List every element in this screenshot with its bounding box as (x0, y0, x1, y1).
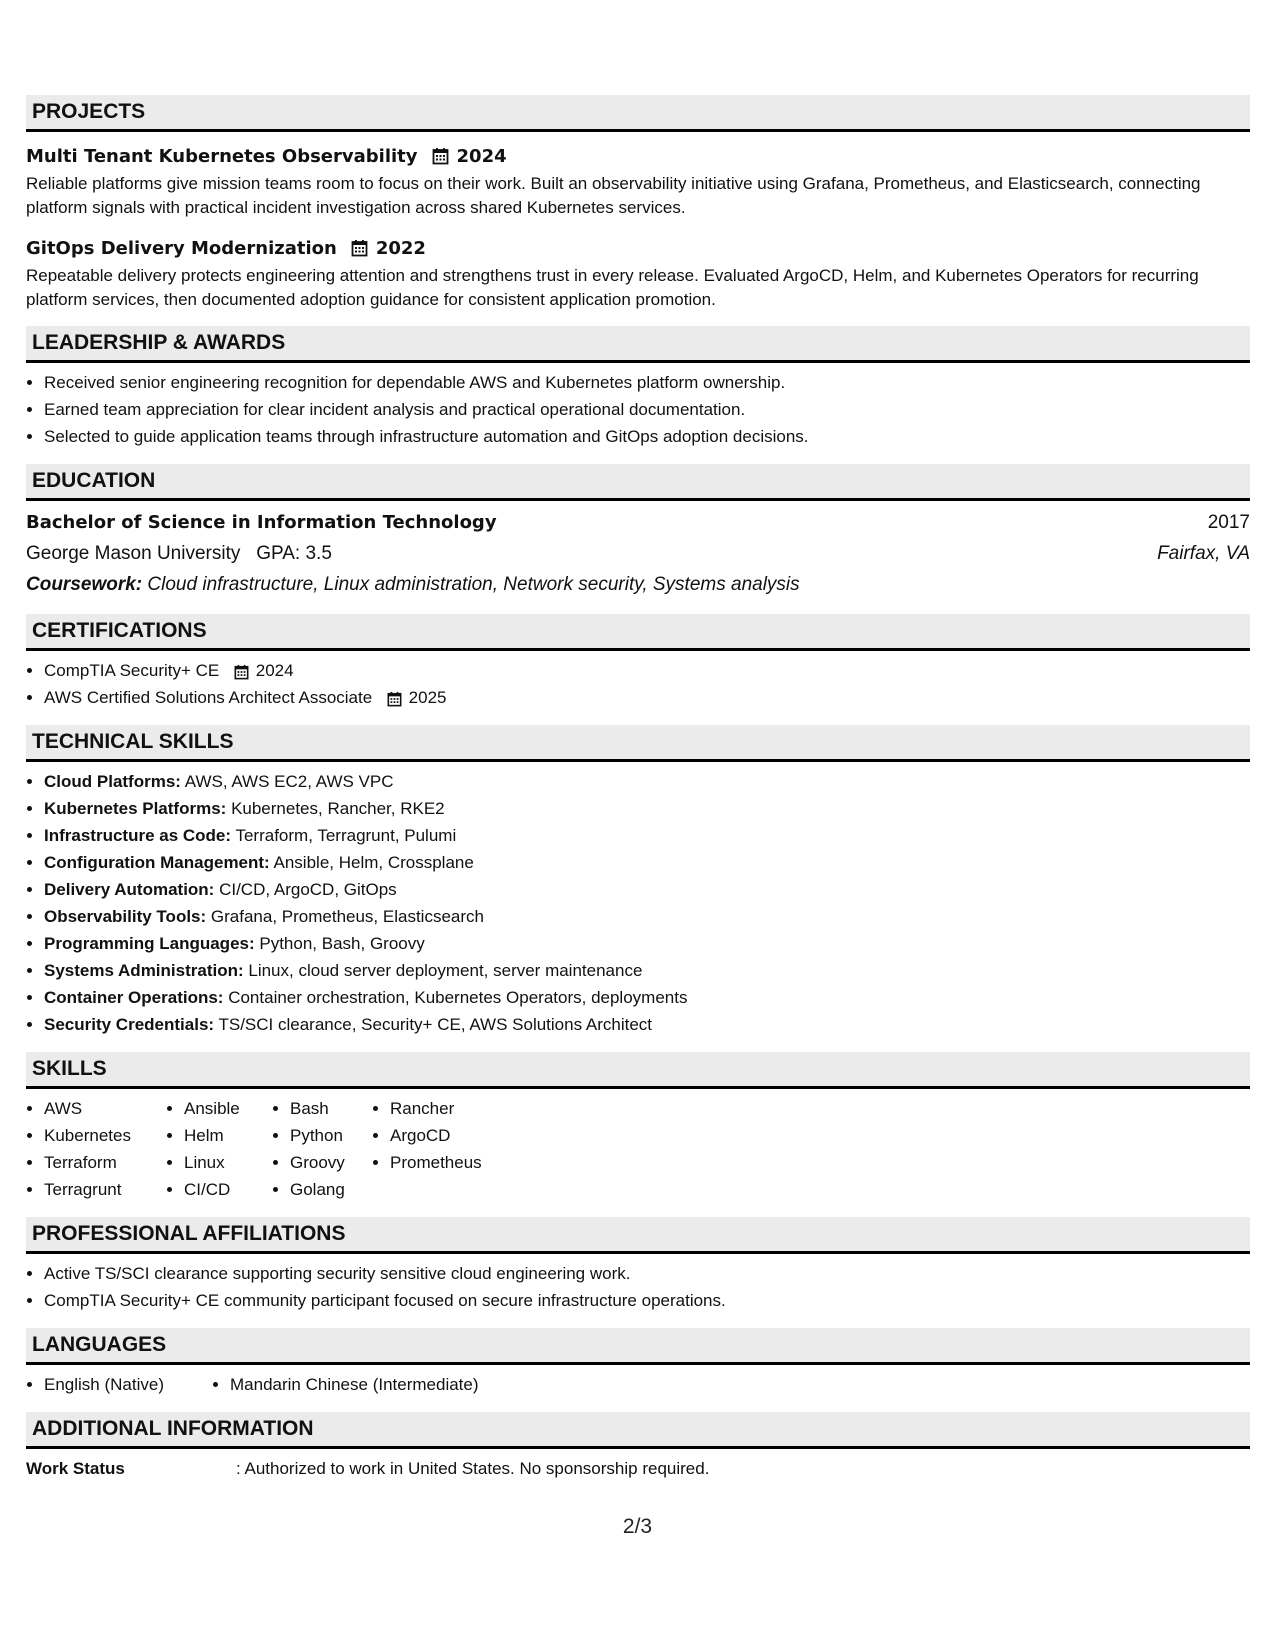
skill-value: AWS, AWS EC2, AWS VPC (184, 772, 394, 791)
calendar-icon (387, 691, 402, 707)
work-status-value: : Authorized to work in United States. No sponsorship required. (236, 1459, 710, 1478)
skill-value: Grafana, Prometheus, Elasticsearch (210, 907, 484, 926)
skill-row (44, 903, 1250, 930)
skill-item: • CI/CD (184, 1176, 272, 1203)
project-title: Multi Tenant Kubernetes Observability (26, 145, 418, 167)
skill-item: • ArgoCD (390, 1122, 520, 1149)
skill-item: • Helm (184, 1122, 272, 1149)
skill-label: Cloud Platforms: (44, 772, 181, 791)
additional-info-heading: ADDITIONAL INFORMATION (26, 1412, 1250, 1449)
language-item: • English (Native) (44, 1371, 212, 1398)
leadership-heading: LEADERSHIP & AWARDS (26, 326, 1250, 363)
affiliations-heading: PROFESSIONAL AFFILIATIONS (26, 1217, 1250, 1254)
skill-value: Python, Bash, Groovy (259, 934, 425, 953)
skill-row (44, 795, 1250, 822)
technical-skills-heading: TECHNICAL SKILLS (26, 725, 1250, 762)
skill-value: Terraform, Terragrunt, Pulumi (235, 826, 457, 845)
leadership-list (26, 369, 1250, 450)
skills-column (372, 1095, 520, 1203)
skill-label: Kubernetes Platforms: (44, 799, 227, 818)
coursework-label: Coursework: (26, 574, 143, 595)
list-item: • CompTIA Security+ CE community participant focused on secure infrastructure operations. (44, 1287, 1250, 1314)
list-item: • Active TS/SCI clearance supporting security sensitive cloud engineering work. (44, 1260, 1250, 1287)
certification-item (44, 657, 1250, 684)
list-item: • Earned team appreciation for clear incident analysis and practical operational documentation. (44, 396, 1250, 423)
skills-heading: SKILLS (26, 1052, 1250, 1089)
project-year: 2024 (456, 145, 507, 167)
calendar-icon (432, 147, 449, 165)
skill-item: • Prometheus (390, 1149, 520, 1176)
resume-page (26, 95, 1250, 1482)
languages-heading: LANGUAGES (26, 1328, 1250, 1365)
skill-label: Infrastructure as Code: (44, 826, 232, 845)
skill-item: • Terragrunt (44, 1176, 166, 1203)
language-item: • Mandarin Chinese (Intermediate) (230, 1371, 479, 1398)
education-entry (26, 507, 1250, 600)
certifications-heading: CERTIFICATIONS (26, 614, 1250, 651)
calendar-icon (351, 239, 368, 257)
education-heading: EDUCATION (26, 464, 1250, 501)
affiliations-list (26, 1260, 1250, 1314)
skills-column (26, 1095, 166, 1203)
skill-row (44, 849, 1250, 876)
certification-name: AWS Certified Solutions Architect Associate (44, 688, 373, 707)
skill-value: Container orchestration, Kubernetes Operators, deployments (228, 988, 688, 1007)
skill-row (44, 822, 1250, 849)
skill-label: Container Operations: (44, 988, 224, 1007)
project-item (26, 234, 1250, 262)
certification-name: CompTIA Security+ CE (44, 661, 220, 680)
skills-grid (26, 1095, 1250, 1203)
technical-skills-list (26, 768, 1250, 1038)
project-title: GitOps Delivery Modernization (26, 237, 337, 259)
skill-item: • Golang (290, 1176, 372, 1203)
school-name: George Mason University (26, 543, 241, 564)
skill-row (44, 1011, 1250, 1038)
skill-label: Programming Languages: (44, 934, 255, 953)
projects-heading: PROJECTS (26, 95, 1250, 132)
skill-label: Delivery Automation: (44, 880, 215, 899)
skill-label: Security Credentials: (44, 1015, 215, 1034)
skills-column (272, 1095, 372, 1203)
skill-item: • Linux (184, 1149, 272, 1176)
certification-item (44, 684, 1250, 711)
school-location: Fairfax, VA (1157, 543, 1250, 564)
gpa: GPA: 3.5 (256, 543, 332, 564)
skill-row (44, 930, 1250, 957)
skill-row (44, 768, 1250, 795)
project-year: 2022 (375, 237, 426, 259)
skill-value: Kubernetes, Rancher, RKE2 (231, 799, 445, 818)
skill-item: • Ansible (184, 1095, 272, 1122)
skill-item: • Bash (290, 1095, 372, 1122)
list-item: • Received senior engineering recognition for dependable AWS and Kubernetes platform ownership. (44, 369, 1250, 396)
skill-row (44, 957, 1250, 984)
list-item: • Selected to guide application teams through infrastructure automation and GitOps adoption decisions. (44, 423, 1250, 450)
skill-value: CI/CD, ArgoCD, GitOps (219, 880, 397, 899)
skills-column (166, 1095, 272, 1203)
project-item (26, 142, 1250, 170)
skill-value: Linux, cloud server deployment, server maintenance (248, 961, 643, 980)
project-description: Reliable platforms give mission teams room to focus on their work. Built an observability initiative using Grafana, Prometheus, and Elasticsearch, connecting platform signals with practical incident investigation across shared Kubernetes services. (26, 174, 1201, 217)
coursework: Cloud infrastructure, Linux administration, Network security, Systems analysis (147, 574, 800, 595)
skill-item: • Python (290, 1122, 372, 1149)
skill-item: • Rancher (390, 1095, 520, 1122)
calendar-icon (234, 664, 249, 680)
work-status-row (26, 1455, 1250, 1482)
certifications-list (26, 657, 1250, 711)
work-status-label: Work Status (26, 1459, 125, 1478)
skill-label: Configuration Management: (44, 853, 270, 872)
skill-item: • Groovy (290, 1149, 372, 1176)
degree: Bachelor of Science in Information Technology (26, 512, 497, 533)
graduation-year: 2017 (1207, 512, 1250, 533)
skill-item: • Terraform (44, 1149, 166, 1176)
skill-label: Observability Tools: (44, 907, 207, 926)
skill-value: Ansible, Helm, Crossplane (273, 853, 474, 872)
skill-row (44, 876, 1250, 903)
skill-value: TS/SCI clearance, Security+ CE, AWS Solutions Architect (218, 1015, 653, 1034)
skill-label: Systems Administration: (44, 961, 244, 980)
skill-row (44, 984, 1250, 1011)
languages-list (26, 1371, 1250, 1398)
skill-item: • Kubernetes (44, 1122, 166, 1149)
project-description: Repeatable delivery protects engineering attention and strengthens trust in every release. Evaluated ArgoCD, Helm, and Kubernetes Operators for recurring platform services, then documented adoption guidance for consistent application promotion. (26, 266, 1199, 309)
certification-year: 2024 (255, 661, 294, 680)
certification-year: 2025 (408, 688, 447, 707)
page-number: 2/3 (622, 1515, 653, 1538)
skill-item: • AWS (44, 1095, 166, 1122)
